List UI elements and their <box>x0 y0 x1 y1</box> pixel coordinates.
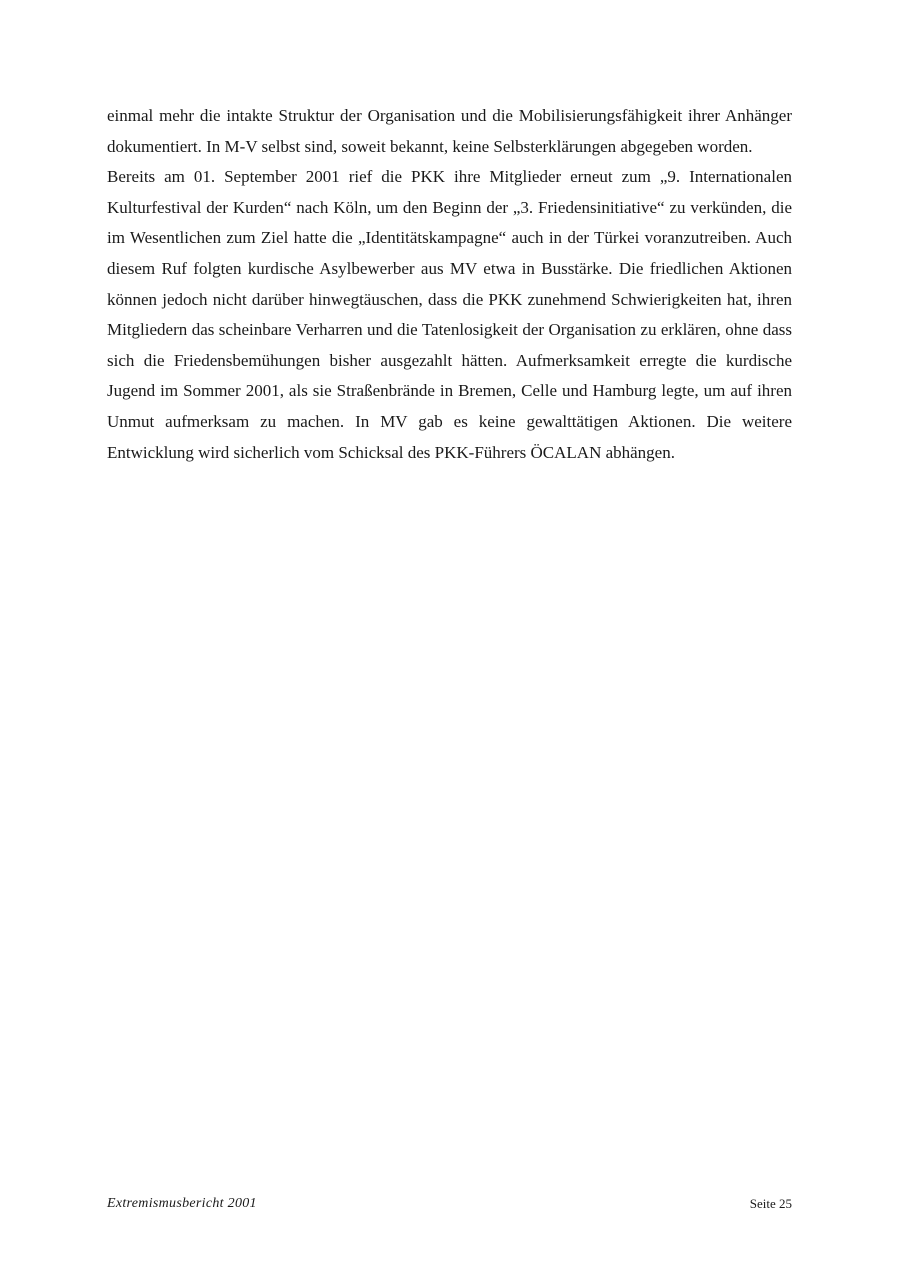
body-text <box>107 101 792 468</box>
page-number: Seite 25 <box>749 1196 792 1211</box>
paragraph-1: einmal mehr die intakte Struktur der Organisation und die Mobilisierungsfähigkeit ihrer Anhänger dokumentiert. In M-V selbst sind, soweit bekannt, keine Selbsterklärungen abgegeben worden. <box>107 106 792 156</box>
footer-title: Extremismusbericht 2001 <box>107 1196 257 1211</box>
paragraph-2: Bereits am 01. September 2001 rief die PKK ihre Mitglieder erneut zum „9. Internationalen Kulturfestival der Kurden“ nach Köln, um den Beginn der „3. Friedensinitiative“ zu verkünden, die im Wesentlichen zum Ziel hatte die „Identitätskampagne“ auch in der Türkei voranzutreiben. Auch diesem Ruf folgten kurdische Asylbewerber aus MV etwa in Busstärke. Die friedlichen Aktionen können jedoch nicht darüber hinwegtäuschen, dass die PKK zunehmend Schwierigkeiten hat, ihren Mitgliedern das scheinbare Verharren und die Tatenlosigkeit der Organisation zu erklären, ohne dass sich die Friedensbemühungen bisher ausgezahlt hätten. Aufmerksamkeit erregte die kurdische Jugend im Sommer 2001, als sie Straßenbrände in Bremen, Celle und Hamburg legte, um auf ihren Unmut aufmerksam zu machen. In MV gab es keine gewalttätigen Aktionen. Die weitere Entwicklung wird sicherlich vom Schicksal des PKK-Führers ÖCALAN abhängen. <box>107 167 792 462</box>
